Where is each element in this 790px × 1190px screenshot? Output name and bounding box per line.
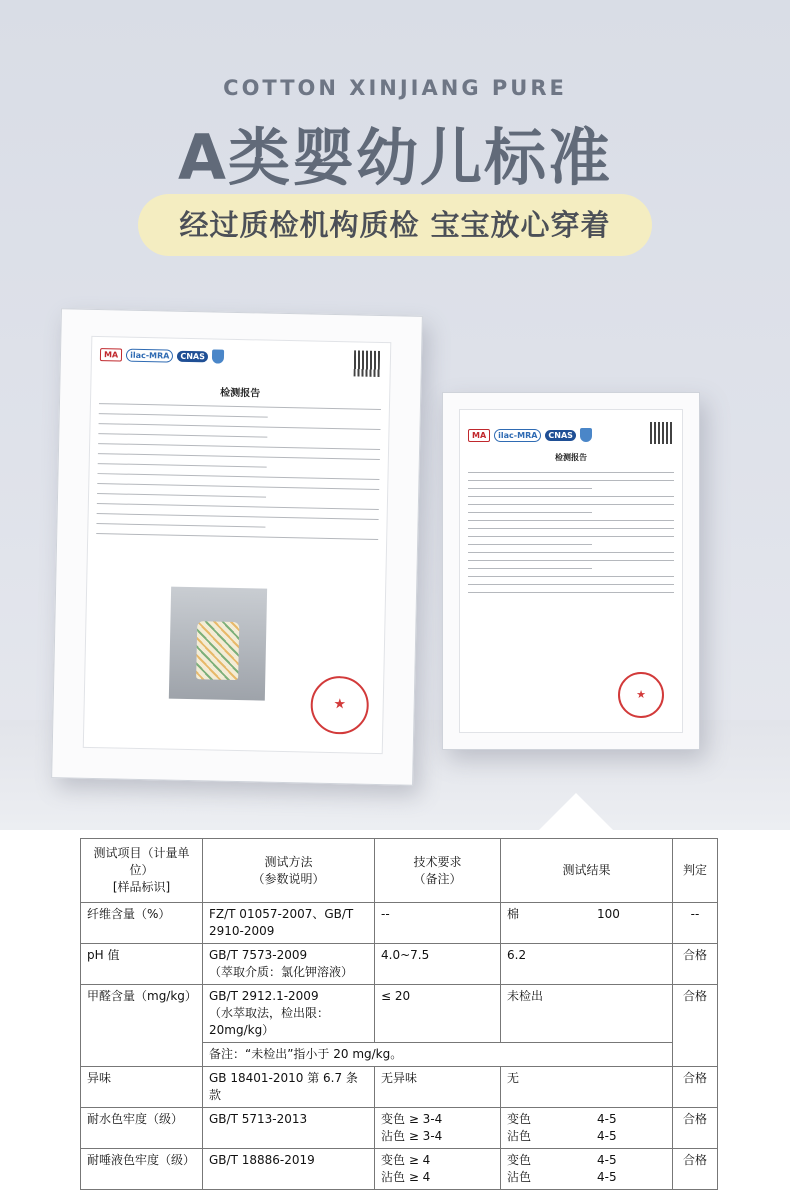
qr-code-icon	[650, 422, 672, 444]
test-results-table	[80, 838, 718, 1190]
cell-requirement: 4.0~7.5	[375, 944, 501, 985]
garment-photo	[169, 587, 267, 701]
pointer-arrow	[538, 793, 614, 831]
table-row	[81, 1067, 718, 1108]
cell-requirement: 变色 ≥ 3-4 沾色 ≥ 3-4	[375, 1108, 501, 1149]
cell-verdict: 合格	[673, 1108, 718, 1149]
cell-item: 纤维含量（%）	[81, 903, 203, 944]
cell-result: 未检出	[501, 985, 673, 1043]
ma-logo: MA	[100, 348, 122, 361]
cell-method: GB/T 7573-2009 （萃取介质：氯化钾溶液）	[203, 944, 375, 985]
cell-method: GB/T 2912.1-2009 （水萃取法，检出限：20mg/kg）	[203, 985, 375, 1043]
cell-item: 甲醛含量（mg/kg）	[81, 985, 203, 1067]
baby-onesie-image	[196, 621, 239, 680]
cnas-logo: CNAS	[177, 350, 208, 362]
header-method: 测试方法 （参数说明）	[203, 839, 375, 903]
table-row	[81, 903, 718, 944]
cell-verdict: 合格	[673, 1149, 718, 1190]
report-text-lines	[468, 472, 674, 600]
cnas-logo: CNAS	[545, 430, 576, 441]
cell-method: GB/T 5713-2013	[203, 1108, 375, 1149]
ilac-logo: ilac-MRA	[494, 429, 541, 442]
qr-code-icon	[354, 350, 381, 377]
cell-item: 耐水色牢度（级）	[81, 1108, 203, 1149]
cell-method: GB/T 18886-2019	[203, 1149, 375, 1190]
table-header-row	[81, 839, 718, 903]
seal-star-icon: ★	[636, 687, 646, 701]
official-seal	[310, 676, 369, 735]
test-report-sheet	[83, 336, 392, 754]
cell-requirement: 变色 ≥ 4 沾色 ≥ 4	[375, 1149, 501, 1190]
report-text-lines	[96, 403, 381, 549]
table-row	[81, 1149, 718, 1190]
table-row	[81, 1108, 718, 1149]
english-subtitle: COTTON XINJIANG PURE	[223, 76, 567, 100]
table-row	[81, 985, 718, 1043]
cell-result: 变色 4-5 沾色 4-5	[501, 1108, 673, 1149]
cell-result: 变色 4-5 沾色 4-5	[501, 1149, 673, 1190]
report-title: 检测报告	[220, 387, 261, 400]
seal-star-icon: ★	[333, 696, 347, 713]
cell-verdict: 合格	[673, 944, 718, 985]
ma-logo: MA	[468, 429, 490, 442]
cell-method: GB 18401-2010 第 6.7 条款	[203, 1067, 375, 1108]
cell-item: 耐唾液色牢度（级）	[81, 1149, 203, 1190]
cell-result: 6.2	[501, 944, 673, 985]
ilac-logo: ilac-MRA	[126, 348, 174, 362]
slogan-pill: 经过质检机构质检 宝宝放心穿着	[138, 194, 652, 256]
certification-logos	[100, 347, 224, 364]
cell-requirement: --	[375, 903, 501, 944]
shield-badge-icon	[212, 349, 224, 363]
table-row	[81, 944, 718, 985]
cell-verdict: --	[673, 903, 718, 944]
test-report-sheet-2	[459, 409, 683, 733]
cell-note: 备注：“未检出”指小于 20 mg/kg。	[203, 1043, 673, 1067]
official-seal	[618, 672, 664, 718]
header-verdict: 判定	[673, 839, 718, 903]
cell-item: pH 值	[81, 944, 203, 985]
cell-requirement: 无异味	[375, 1067, 501, 1108]
cell-item: 异味	[81, 1067, 203, 1108]
main-title: A类婴幼儿标准	[178, 121, 612, 194]
certificate-frame-small	[442, 392, 700, 750]
cell-verdict: 合格	[673, 1067, 718, 1108]
cell-requirement: ≤ 20	[375, 985, 501, 1043]
header-result: 测试结果	[501, 839, 673, 903]
cell-method: FZ/T 01057-2007、GB/T 2910-2009	[203, 903, 375, 944]
cell-result: 棉 100	[501, 903, 673, 944]
certification-logos-2	[468, 428, 592, 442]
report-title: 检测报告	[555, 453, 587, 462]
cell-verdict: 合格	[673, 985, 718, 1067]
shield-badge-icon	[580, 428, 592, 442]
certificate-frame-large	[51, 308, 423, 785]
header-item: 测试项目（计量单位） [样品标识]	[81, 839, 203, 903]
header-requirement: 技术要求 （备注）	[375, 839, 501, 903]
cell-result: 无	[501, 1067, 673, 1108]
